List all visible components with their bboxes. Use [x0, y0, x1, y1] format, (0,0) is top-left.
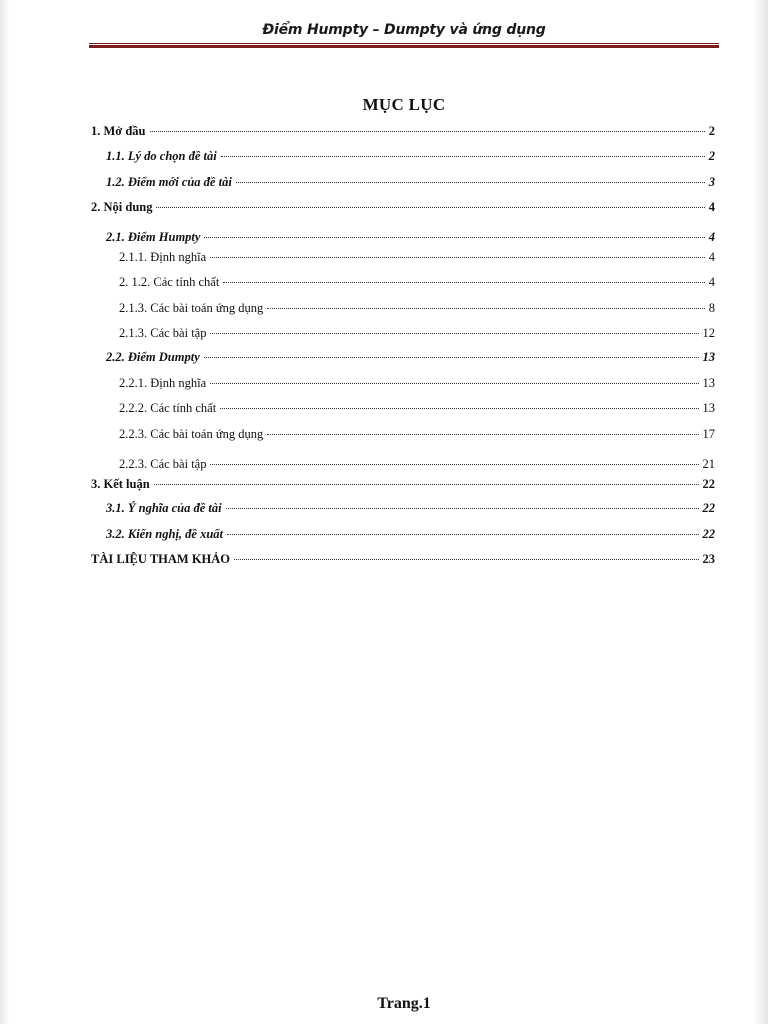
toc-entry-label: 2.2.1. Định nghĩa [119, 376, 207, 390]
toc-dot-leader [234, 559, 698, 560]
toc-dot-leader [210, 333, 698, 334]
toc-entry-page-number: 21 [702, 457, 715, 471]
toc-dot-leader [154, 484, 699, 485]
toc-title: MỤC LỤC [362, 95, 446, 114]
toc-entry-page-number: 13 [702, 350, 715, 364]
toc-entry-label: 1.1. Lý do chọn đề tài [106, 149, 217, 163]
toc-entry[interactable] [119, 456, 715, 472]
toc-entry-page-number: 22 [702, 477, 715, 491]
toc-dot-leader [204, 237, 704, 238]
toc-dot-leader [226, 508, 699, 509]
page-number: Trang.1 [377, 995, 431, 1012]
toc-entry[interactable] [119, 300, 715, 316]
toc-entry-label: TÀI LIỆU THAM KHẢO [91, 552, 231, 566]
toc-entry-label: 2.1.3. Các bài toán ứng dụng [119, 301, 264, 315]
toc-dot-leader [210, 257, 705, 258]
toc-dot-leader [236, 182, 705, 183]
toc-dot-leader [267, 308, 704, 309]
toc-entry-label: 2.1. Điểm Humpty [106, 230, 201, 244]
toc-entry-label: 2.2.2. Các tính chất [119, 401, 217, 415]
toc-entry[interactable] [106, 526, 715, 542]
toc-entry[interactable] [119, 325, 715, 341]
toc-entry-page-number: 2 [708, 149, 715, 163]
toc-dot-leader [227, 534, 698, 535]
toc-entry[interactable] [119, 400, 715, 416]
toc-dot-leader [210, 464, 698, 465]
toc-entry-label: 1. Mở đầu [91, 124, 146, 138]
toc-entry[interactable] [91, 551, 715, 567]
toc-entry-page-number: 4 [708, 200, 715, 214]
toc-entry-page-number: 3 [708, 175, 715, 189]
toc-dot-leader [204, 357, 699, 358]
toc-entry-label: 2.1.1. Định nghĩa [119, 250, 207, 264]
toc-entry[interactable] [106, 349, 715, 365]
toc-dot-leader [150, 131, 705, 132]
toc-dot-leader [156, 207, 704, 208]
toc-entry-page-number: 8 [708, 301, 715, 315]
toc-entry[interactable] [119, 274, 715, 290]
toc-entry-label: 2. Nội dung [91, 200, 153, 214]
toc-entry-page-number: 12 [702, 326, 715, 340]
toc-entry-page-number: 17 [702, 427, 715, 441]
toc-entry-page-number: 2 [708, 124, 715, 138]
toc-dot-leader [221, 156, 705, 157]
toc-entry[interactable] [119, 249, 715, 265]
toc-entry-label: 2.2.3. Các bài toán ứng dụng [119, 427, 264, 441]
toc-entry-label: 3.1. Ý nghĩa của đề tài [106, 501, 222, 515]
toc-dot-leader [223, 282, 704, 283]
toc-entry-page-number: 13 [702, 376, 715, 390]
toc-dot-leader [267, 434, 698, 435]
toc-entry-label: 2.2. Điểm Dumpty [106, 350, 200, 364]
toc-entry-label: 2.1.3. Các bài tập [119, 326, 207, 340]
toc-entry-label: 2. 1.2. Các tính chất [119, 275, 220, 289]
toc-entry-label: 3.2. Kiến nghị, đề xuất [106, 527, 224, 541]
toc-entry-label: 2.2.3. Các bài tập [119, 457, 207, 471]
toc-dot-leader [210, 383, 698, 384]
toc-dot-leader [220, 408, 698, 409]
toc-entry-page-number: 23 [702, 552, 715, 566]
running-header-title: Điểm Humpty – Dumpty và ứng dụng [262, 22, 546, 38]
toc-entry[interactable] [91, 199, 715, 215]
toc-entry-label: 1.2. Điểm mới của đề tài [106, 175, 232, 189]
toc-entry-page-number: 13 [702, 401, 715, 415]
toc-entry[interactable] [91, 123, 715, 139]
toc-entry-page-number: 22 [702, 527, 715, 541]
toc-entry[interactable] [106, 500, 715, 516]
toc-entry[interactable] [106, 174, 715, 190]
toc-entry[interactable] [106, 148, 715, 164]
toc-entry-page-number: 22 [702, 501, 715, 515]
toc-entry-label: 3. Kết luận [91, 477, 150, 491]
toc-entry[interactable] [91, 476, 715, 492]
toc-entry-page-number: 4 [708, 250, 715, 264]
toc-entry[interactable] [119, 375, 715, 391]
toc-entry[interactable] [106, 229, 715, 245]
toc-entry-page-number: 4 [708, 275, 715, 289]
toc-entry[interactable] [119, 426, 715, 442]
toc-entry-page-number: 4 [708, 230, 715, 244]
